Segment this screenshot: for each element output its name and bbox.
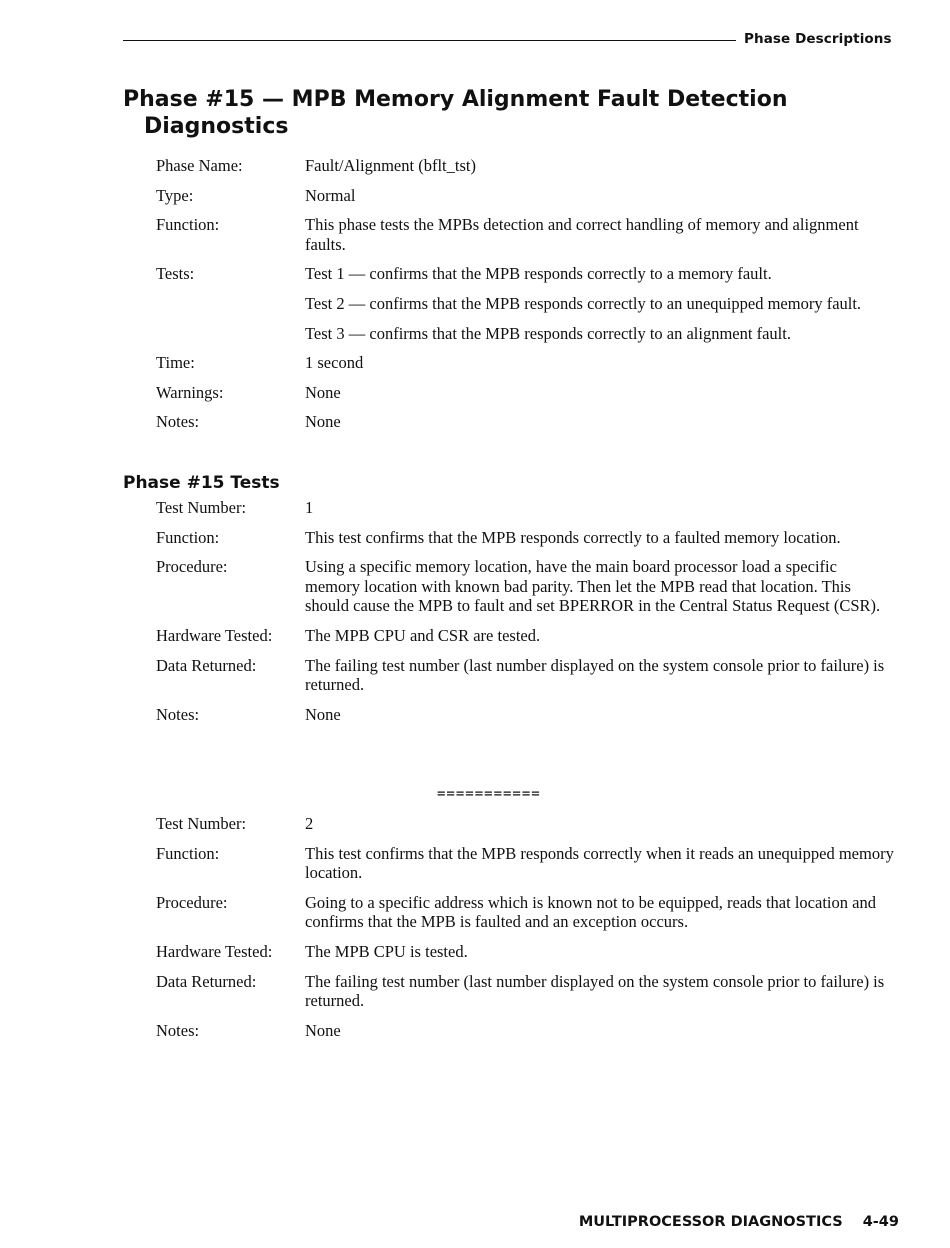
test-data-row: [156, 656, 896, 695]
test-hardware-value: The MPB CPU and CSR are tested.: [305, 625, 541, 645]
test-notes-value: None: [305, 1020, 341, 1040]
notes-row: [156, 412, 896, 432]
running-header: Phase Descriptions: [744, 31, 892, 47]
time-value: 1 second: [305, 353, 364, 373]
phase-info: [156, 156, 896, 442]
page-number: 4-49: [862, 1214, 899, 1230]
warnings-row: [156, 383, 896, 403]
test-number-value: 2: [305, 814, 314, 833]
type-value: Normal: [305, 185, 356, 205]
test-summary-2: Test 2 — confirms that the MPB responds correctly to an unequipped memory fault.: [305, 293, 862, 313]
notes-value: None: [305, 412, 341, 432]
test-number-row: [156, 498, 896, 518]
phase-name-row: [156, 156, 896, 176]
time-row: [156, 353, 896, 373]
test-number-value: 1: [305, 498, 314, 517]
tests-heading: Phase #15 Tests: [123, 473, 280, 493]
test-notes-value: None: [305, 704, 341, 724]
test-data-row: [156, 972, 896, 1011]
test-function-value: This test confirms that the MPB responds correctly when it reads an unequipped memory location.: [305, 843, 894, 883]
function-label: Function:: [156, 215, 220, 235]
test-notes-row: [156, 705, 896, 725]
tests-row: [156, 264, 896, 343]
test-data-value: The failing test number (last number displayed on the system console prior to failure) is returned.: [305, 971, 885, 1011]
test-function-value: This test confirms that the MPB responds correctly to a faulted memory location.: [305, 527, 841, 547]
warnings-value: None: [305, 382, 341, 402]
test-number-label: Test Number:: [156, 814, 247, 833]
test-procedure-value: Using a specific memory location, have the main board processor load a specific memory location with known bad parity. Then let the MPB read that location. This should cause the MPB to fault and set BPERROR in the Central Status Request (CSR).: [305, 557, 881, 616]
test-procedure-label: Procedure:: [156, 892, 228, 912]
page-title: [123, 86, 843, 140]
test-data-value: The failing test number (last number displayed on the system console prior to failure) is returned.: [305, 655, 885, 695]
footer-chapter: MULTIPROCESSOR DIAGNOSTICS: [578, 1214, 843, 1230]
test-hardware-label: Hardware Tested:: [156, 941, 273, 961]
test-summary-1: Test 1 — confirms that the MPB responds correctly to a memory fault.: [305, 264, 772, 284]
warnings-label: Warnings:: [156, 382, 224, 402]
page-footer: [579, 1214, 899, 1230]
header-rule: [123, 40, 736, 41]
test-function-label: Function:: [156, 527, 220, 547]
function-row: [156, 215, 896, 254]
test-notes-label: Notes:: [156, 1020, 200, 1040]
test-2-block: [156, 814, 896, 1050]
test-hardware-row: [156, 942, 896, 962]
test-procedure-row: [156, 557, 896, 616]
test-function-row: [156, 844, 896, 883]
phase-name-value: Fault/Alignment (bflt_tst): [305, 156, 476, 175]
test-procedure-value: Going to a specific address which is known not to be equipped, reads that location and confirms that the MPB is faulted and an exception occurs.: [305, 892, 876, 932]
function-value: This phase tests the MPBs detection and correct handling of memory and alignment faults.: [305, 215, 859, 254]
phase-name-label: Phase Name:: [156, 156, 243, 175]
test-hardware-value: The MPB CPU is tested.: [305, 941, 468, 961]
notes-label: Notes:: [156, 412, 200, 432]
test-separator: ===========: [437, 786, 541, 802]
time-label: Time:: [156, 353, 195, 373]
test-number-label: Test Number:: [156, 498, 247, 517]
test-function-label: Function:: [156, 843, 220, 863]
test-data-label: Data Returned:: [156, 655, 257, 675]
test-data-label: Data Returned:: [156, 971, 257, 991]
test-notes-row: [156, 1021, 896, 1041]
page-title-line2: Diagnostics: [144, 114, 289, 139]
test-notes-label: Notes:: [156, 704, 200, 724]
test-procedure-label: Procedure:: [156, 557, 228, 577]
test-procedure-row: [156, 893, 896, 932]
tests-label: Tests:: [156, 264, 195, 284]
type-row: [156, 186, 896, 206]
tests-list: [305, 264, 896, 343]
test-hardware-label: Hardware Tested:: [156, 625, 273, 645]
test-summary-3: Test 3 — confirms that the MPB responds correctly to an alignment fault.: [305, 323, 791, 343]
type-label: Type:: [156, 185, 194, 205]
test-number-row: [156, 814, 896, 834]
page-title-line1: Phase #15 — MPB Memory Alignment Fault Detection: [123, 87, 788, 112]
test-hardware-row: [156, 626, 896, 646]
test-function-row: [156, 528, 896, 548]
test-1-block: [156, 498, 896, 734]
